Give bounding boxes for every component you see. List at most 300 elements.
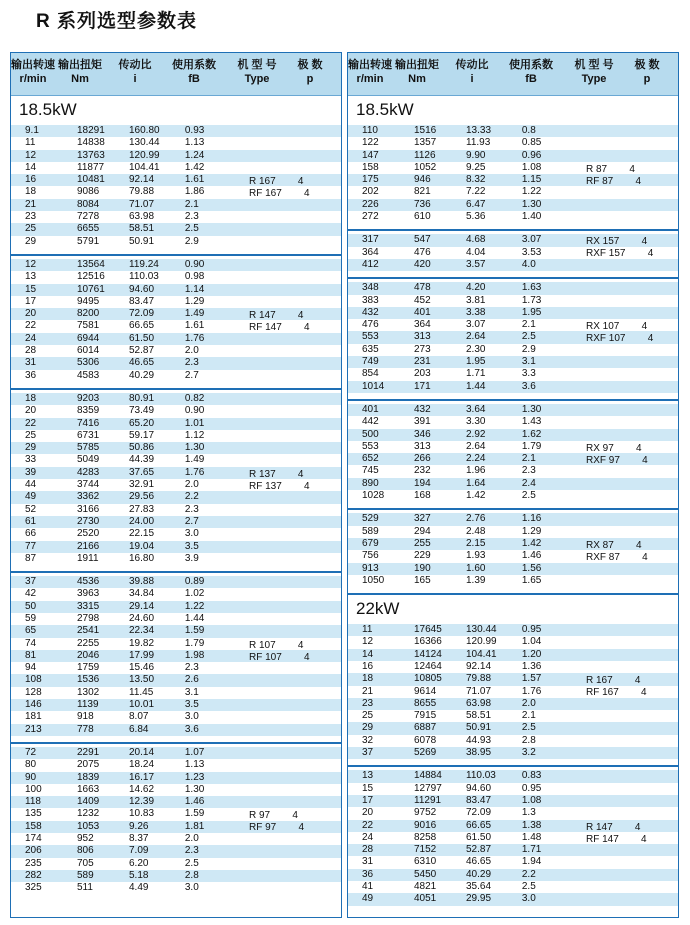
cell: 58.51: [129, 223, 155, 235]
model-info: [586, 443, 648, 467]
cell: 6944: [77, 332, 100, 344]
cell: 92.14: [129, 174, 155, 186]
cell: 6014: [77, 345, 100, 357]
section-rows: [11, 744, 341, 901]
table-row: [11, 541, 341, 553]
cell: 79.88: [466, 673, 492, 685]
table-row: [11, 442, 341, 454]
cell: 100: [25, 783, 42, 795]
cell: 229: [414, 550, 431, 562]
cell: 3.1: [521, 356, 536, 368]
row-values: [11, 320, 233, 332]
cell: 1.76: [184, 332, 205, 344]
table-row: [11, 576, 341, 588]
cell: 18: [362, 673, 374, 685]
cell: 2.92: [466, 428, 486, 440]
cell: 2.2: [521, 868, 536, 880]
cell: 1.81: [184, 820, 205, 832]
table-row: [11, 370, 341, 382]
cell: 3166: [77, 503, 100, 515]
table-row: [11, 504, 341, 516]
row-values: [348, 856, 570, 868]
row-values: [11, 553, 233, 565]
row-values: [348, 844, 570, 856]
cell: 4283: [77, 466, 100, 478]
cell: 14838: [77, 137, 105, 149]
row-values: [11, 150, 233, 162]
cell: 1911: [77, 552, 99, 564]
cell: 2.64: [466, 331, 486, 343]
cell: 2.3: [521, 465, 536, 477]
cell: 10805: [414, 673, 442, 685]
row-values: [348, 211, 570, 223]
table-section: [348, 231, 678, 279]
cell: 2.24: [466, 453, 486, 465]
cell: 72.09: [466, 807, 492, 819]
cell: 42: [25, 588, 37, 600]
header-torque: [392, 53, 442, 95]
cell: 19.82: [129, 637, 155, 649]
table-row: [348, 575, 678, 587]
header-factor-unit: fB: [525, 73, 537, 85]
cell: 4.04: [466, 246, 486, 258]
header-speed-unit: r/min: [19, 73, 47, 85]
cell: 3.53: [521, 246, 542, 258]
row-values: [11, 442, 233, 454]
table-row: [348, 735, 678, 747]
cell: 2.7: [184, 369, 199, 381]
cell: 1.04: [521, 636, 542, 648]
model-info: [249, 176, 310, 200]
cell: 14: [25, 161, 37, 173]
cell: 3.57: [466, 258, 486, 270]
row-values: [348, 869, 570, 881]
cell: 2.4: [521, 477, 536, 489]
cell: 5791: [77, 235, 100, 247]
table-section: [348, 279, 678, 401]
row-values: [11, 516, 233, 528]
row-values: [348, 795, 570, 807]
cell: 25: [25, 223, 37, 235]
cell: 1.57: [521, 673, 542, 685]
row-values: [11, 491, 233, 503]
cell: 6310: [414, 856, 437, 868]
row-values: [348, 282, 570, 294]
cell: 1.38: [521, 819, 542, 831]
cell: 58.51: [466, 710, 492, 722]
cell: 2.5: [521, 722, 536, 734]
table-row: [348, 478, 678, 490]
cell: 9203: [77, 392, 100, 404]
cell: 119.24: [129, 258, 159, 270]
cell: 2.5: [521, 490, 536, 502]
cell: 1302: [77, 686, 100, 698]
cell: 2075: [77, 759, 100, 771]
cell: 401: [414, 306, 431, 318]
row-values: [348, 722, 570, 734]
table-row: [11, 687, 341, 699]
table-row: [11, 662, 341, 674]
table-row: [11, 588, 341, 600]
cell: 40.29: [466, 868, 492, 880]
table-row: [11, 137, 341, 149]
cell: 16366: [414, 636, 442, 648]
row-values: [11, 541, 233, 553]
table-row: [11, 150, 341, 162]
left-table: [10, 52, 342, 918]
cell: 165: [414, 574, 431, 586]
cell: 1.86: [184, 186, 205, 198]
row-values: [348, 550, 570, 562]
cell: 72: [25, 746, 37, 758]
row-values: [348, 150, 570, 162]
cell: 4.68: [466, 234, 486, 246]
header-poles: [628, 53, 666, 95]
table-row: [348, 295, 678, 307]
table-row: [348, 429, 678, 441]
cell: 1.16: [521, 513, 542, 525]
cell: 705: [77, 857, 94, 869]
cell: 174: [25, 833, 42, 845]
power-rating: 22kW: [356, 599, 400, 619]
table-row: [348, 698, 678, 710]
model-type: RF 147 4: [586, 833, 647, 845]
cell: 6.84: [129, 723, 149, 735]
table-row: [11, 223, 341, 235]
cell: 1139: [77, 699, 99, 711]
cell: 46.65: [466, 856, 492, 868]
table-row: [348, 490, 678, 502]
cell: 50.91: [466, 722, 492, 734]
cell: 1.49: [184, 308, 205, 320]
cell: 821: [414, 186, 431, 198]
row-values: [11, 345, 233, 357]
cell: 49: [362, 893, 374, 905]
table-row: [348, 563, 678, 575]
header-factor-label: 使用系数: [509, 59, 553, 71]
cell: 610: [414, 211, 431, 223]
cell: 73.49: [129, 405, 155, 417]
cell: 2.5: [184, 223, 199, 235]
header-factor-label: 使用系数: [172, 59, 216, 71]
cell: 2.3: [184, 662, 199, 674]
table-row: [11, 625, 341, 637]
cell: 854: [362, 368, 379, 380]
cell: 50: [25, 600, 37, 612]
cell: 1.61: [184, 174, 205, 186]
cell: 2.3: [184, 503, 199, 515]
cell: 5785: [77, 442, 100, 454]
row-values: [348, 331, 570, 343]
table-row: [348, 381, 678, 393]
header-factor-unit: fB: [188, 73, 200, 85]
model-type: R 107 4: [249, 639, 304, 651]
table-row: [11, 296, 341, 308]
row-values: [348, 747, 570, 759]
cell: 29.95: [466, 893, 492, 905]
cell: 7581: [77, 320, 100, 332]
row-values: [11, 467, 233, 479]
row-values: [11, 259, 233, 271]
cell: 0.96: [521, 149, 542, 161]
cell: 6655: [77, 223, 100, 235]
row-values: [11, 845, 233, 857]
cell: 13763: [77, 149, 105, 161]
row-values: [348, 295, 570, 307]
table-row: [11, 393, 341, 405]
model-type: R 147 4: [586, 821, 641, 833]
header-torque: [55, 53, 105, 95]
cell: 2.3: [184, 211, 199, 223]
row-values: [348, 538, 570, 550]
model-type: R 97 4: [249, 810, 298, 822]
row-values: [348, 832, 570, 844]
row-values: [348, 344, 570, 356]
cell: 7.22: [466, 186, 486, 198]
cell: 5.36: [466, 211, 486, 223]
cell: 22: [25, 417, 37, 429]
cell: 90: [25, 771, 37, 783]
cell: 66.65: [466, 819, 492, 831]
cell: 1.29: [184, 295, 205, 307]
cell: 2.30: [466, 343, 486, 355]
table-row: [348, 881, 678, 893]
cell: 83.47: [466, 794, 492, 806]
cell: 160.80: [129, 125, 160, 136]
cell: 9.1: [25, 125, 39, 136]
cell: 8258: [414, 831, 437, 843]
row-values: [11, 808, 233, 820]
cell: 74: [25, 637, 37, 649]
cell: 9495: [77, 295, 100, 307]
table-row: [11, 284, 341, 296]
cell: 29.14: [129, 600, 155, 612]
cell: 3.6: [184, 723, 199, 735]
cell: 1.39: [466, 574, 486, 586]
cell: 71.07: [466, 685, 492, 697]
cell: 110.03: [129, 271, 159, 283]
cell: 87: [25, 552, 37, 564]
header-ratio-unit: i: [133, 73, 137, 85]
cell: 383: [362, 294, 379, 306]
model-type: RX 87 4: [586, 539, 642, 551]
cell: 206: [25, 845, 42, 857]
cell: 44.93: [466, 734, 492, 746]
row-values: [11, 613, 233, 625]
cell: 65.20: [129, 417, 155, 429]
header-speed: [348, 53, 392, 95]
cell: 2.8: [184, 869, 199, 881]
row-values: [348, 649, 570, 661]
cell: 2798: [77, 612, 100, 624]
row-values: [11, 759, 233, 771]
cell: 1.42: [184, 161, 205, 173]
cell: 0.83: [521, 770, 542, 782]
cell: 20: [25, 308, 37, 320]
header-speed-label: 输出转速: [11, 59, 55, 71]
table-row: [11, 345, 341, 357]
row-values: [11, 821, 233, 833]
cell: 432: [414, 403, 431, 415]
cell: 1.71: [466, 368, 486, 380]
cell: 14124: [414, 648, 442, 660]
cell: 6731: [77, 429, 100, 441]
cell: 203: [414, 368, 431, 380]
cell: 2.76: [466, 513, 486, 525]
header-torque-label: 输出扭矩: [58, 59, 102, 71]
cell: 92.14: [466, 660, 492, 672]
cell: 2.5: [521, 331, 536, 343]
table-section: [11, 390, 341, 573]
table-row: [11, 199, 341, 211]
table-row: [11, 357, 341, 369]
cell: 194: [414, 477, 431, 489]
table-section: [11, 96, 341, 256]
table-row: [348, 416, 678, 428]
cell: 40.29: [129, 369, 155, 381]
row-values: [348, 735, 570, 747]
header-model-unit: Type: [581, 73, 607, 85]
cell: 20: [362, 807, 374, 819]
table-row: [11, 870, 341, 882]
cell: 83.47: [129, 295, 155, 307]
cell: 1.30: [184, 783, 205, 795]
cell: 29: [362, 722, 374, 734]
cell: 3.07: [521, 234, 542, 246]
cell: 2.3: [184, 845, 199, 857]
cell: 66: [25, 528, 37, 540]
cell: 553: [362, 440, 379, 452]
row-values: [11, 199, 233, 211]
table-row: [11, 601, 341, 613]
cell: 1.44: [184, 612, 205, 624]
model-info: [249, 310, 310, 334]
cell: 32: [362, 734, 374, 746]
table-row: [11, 772, 341, 784]
cell: 8655: [414, 697, 437, 709]
cell: 2.1: [521, 319, 536, 331]
table-row: [11, 405, 341, 417]
cell: 346: [414, 428, 431, 440]
cell: 108: [25, 674, 42, 686]
header-model-label: 机 型 号: [237, 59, 277, 71]
cell: 18: [25, 186, 37, 198]
section-rows: [348, 767, 678, 911]
cell: 25: [25, 429, 37, 441]
cell: 29: [25, 442, 37, 454]
cell: 749: [362, 356, 379, 368]
cell: 3.0: [521, 893, 536, 905]
section-rows: [348, 510, 678, 593]
cell: 9.90: [466, 149, 486, 161]
cell: 3.2: [521, 747, 536, 759]
table-row: [11, 724, 341, 736]
cell: 21: [362, 685, 374, 697]
cell: 589: [77, 869, 94, 881]
row-values: [348, 174, 570, 186]
cell: 3963: [77, 588, 100, 600]
model-type: RXF 97 4: [586, 454, 648, 466]
cell: 3.38: [466, 306, 486, 318]
table-row: [11, 430, 341, 442]
cell: 3.0: [184, 882, 199, 894]
cell: 0.95: [521, 782, 542, 794]
cell: 2.2: [184, 491, 199, 503]
cell: 1.23: [184, 771, 205, 783]
cell: 14: [362, 648, 374, 660]
cell: 2.0: [184, 345, 199, 357]
cell: 10.83: [129, 808, 155, 820]
table-row: [348, 282, 678, 294]
cell: 9086: [77, 186, 100, 198]
row-values: [348, 125, 570, 137]
cell: 32.91: [129, 479, 155, 491]
cell: 2.1: [184, 198, 199, 210]
model-info: [586, 540, 648, 564]
cell: 1.22: [184, 600, 205, 612]
model-type: R 137 4: [249, 468, 304, 480]
table-row: [348, 404, 678, 416]
table-row: [11, 125, 341, 137]
cell: 71.07: [129, 198, 155, 210]
row-values: [11, 405, 233, 417]
cell: 13564: [77, 258, 105, 270]
cell: 16: [25, 174, 37, 186]
cell: 1.96: [466, 465, 486, 477]
model-type: RF 87 4: [586, 175, 642, 187]
row-values: [11, 662, 233, 674]
model-info: [586, 236, 653, 260]
header-speed-unit: r/min: [356, 73, 384, 85]
cell: 478: [414, 282, 431, 294]
table-row: [11, 711, 341, 723]
table-section: [348, 401, 678, 510]
cell: 1.46: [184, 796, 205, 808]
cell: 37: [25, 576, 37, 588]
model-type: RX 107 4: [586, 321, 648, 333]
row-values: [348, 247, 570, 259]
cell: 158: [362, 161, 379, 173]
cell: 1.30: [184, 442, 205, 454]
table-row: [348, 211, 678, 223]
cell: 226: [362, 198, 379, 210]
table-row: [348, 624, 678, 636]
cell: 1.42: [521, 537, 542, 549]
header-speed: [11, 53, 55, 95]
row-values: [348, 404, 570, 416]
cell: 3.30: [466, 416, 486, 428]
row-values: [11, 393, 233, 405]
table-row: [348, 513, 678, 525]
row-values: [348, 453, 570, 465]
cell: 39: [25, 466, 37, 478]
cell: 4051: [414, 893, 437, 905]
cell: 2.9: [521, 343, 536, 355]
table-row: [348, 137, 678, 149]
cell: 65: [25, 625, 37, 637]
cell: 2166: [77, 540, 100, 552]
cell: 12516: [77, 271, 105, 283]
row-values: [348, 807, 570, 819]
cell: 0.95: [521, 624, 542, 636]
cell: 1126: [414, 149, 436, 161]
cell: 420: [414, 258, 431, 270]
cell: 2.7: [184, 515, 199, 527]
cell: 168: [414, 490, 431, 502]
cell: 8.32: [466, 174, 486, 186]
header-poles: [291, 53, 329, 95]
table-row: [348, 869, 678, 881]
